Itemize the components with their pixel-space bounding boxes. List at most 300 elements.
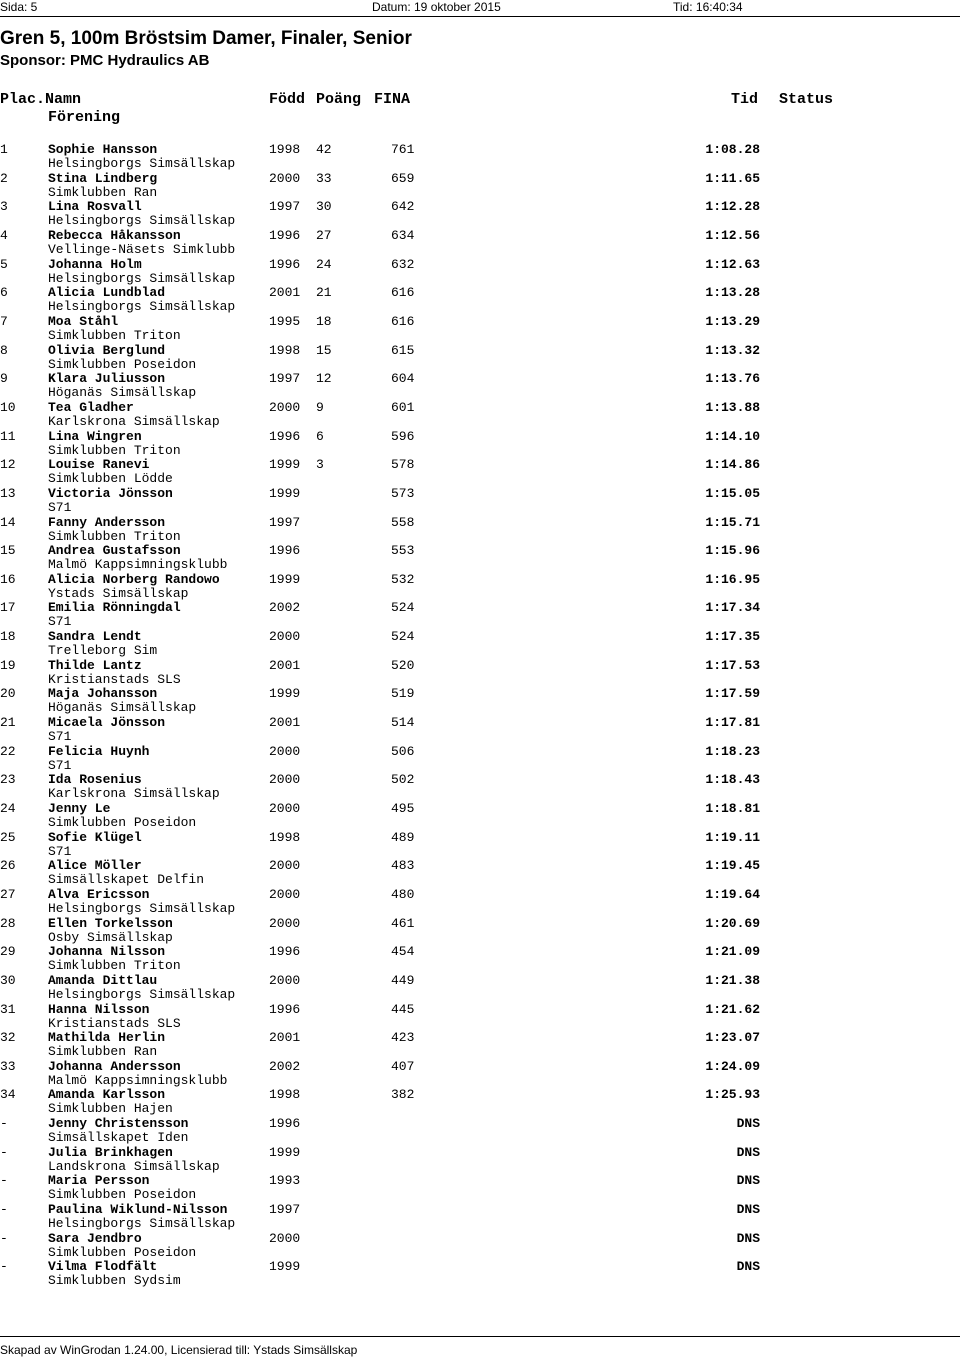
fina-points: 502	[391, 772, 415, 788]
result-row	[0, 516, 960, 544]
result-time: 1:24.09	[705, 1058, 760, 1074]
swimmer-name: Klara Juliusson	[48, 371, 166, 387]
swimmer-name: Amanda Dittlau	[48, 972, 158, 988]
fina-points: 553	[391, 543, 415, 559]
result-place: -	[0, 1144, 8, 1160]
fina-points: 659	[391, 170, 415, 186]
result-row	[0, 315, 960, 343]
fina-points: 573	[391, 485, 415, 501]
result-time: 1:08.28	[705, 142, 760, 157]
fina-points: 483	[391, 858, 415, 874]
fina-points: 519	[391, 686, 415, 702]
fina-points: 461	[391, 915, 415, 931]
result-row	[0, 1174, 960, 1202]
points: 18	[316, 313, 332, 329]
birth-year: 2001	[269, 285, 301, 301]
birth-year: 1997	[269, 199, 301, 215]
fina-points: 495	[391, 800, 415, 816]
club-name: Simsällskapet Iden	[48, 1130, 189, 1146]
print-time: Tid: 16:40:34	[673, 0, 743, 14]
result-time: 1:18.81	[705, 800, 760, 816]
club-name: Simklubben Triton	[48, 958, 181, 974]
swimmer-name: Maja Johansson	[48, 686, 158, 702]
club-name: Kristianstads SLS	[48, 671, 181, 687]
result-time: DNS	[736, 1259, 760, 1275]
page-title: Gren 5, 100m Bröstsim Damer, Finaler, Senior	[0, 28, 412, 49]
result-row	[0, 1260, 960, 1288]
club-name: Kristianstads SLS	[48, 1015, 181, 1031]
club-name: Simklubben Triton	[48, 327, 181, 343]
fina-points: 558	[391, 514, 415, 530]
fina-points: 449	[391, 972, 415, 988]
swimmer-name: Stina Lindberg	[48, 170, 158, 186]
fina-points: 506	[391, 743, 415, 759]
swimmer-name: Louise Ranevi	[48, 457, 150, 473]
result-row	[0, 1003, 960, 1031]
swimmer-name: Sandra Lendt	[48, 629, 142, 644]
fina-points: 423	[391, 1030, 415, 1046]
result-row	[0, 458, 960, 486]
result-time: 1:16.95	[705, 571, 760, 587]
header-divider	[0, 16, 960, 17]
result-place: 13	[0, 485, 16, 501]
result-time: 1:17.53	[705, 657, 760, 673]
result-row	[0, 716, 960, 744]
result-row	[0, 229, 960, 257]
swimmer-name: Thilde Lantz	[48, 657, 142, 673]
result-row	[0, 1232, 960, 1260]
club-name: Simklubben Hajen	[48, 1101, 173, 1117]
birth-year: 1997	[269, 514, 301, 530]
result-time: 1:17.34	[705, 600, 760, 616]
swimmer-name: Andrea Gustafsson	[48, 543, 181, 559]
club-name: Höganäs Simsällskap	[48, 385, 197, 401]
result-row	[0, 1203, 960, 1231]
result-time: 1:21.38	[705, 972, 760, 988]
result-place: 29	[0, 944, 16, 960]
result-row	[0, 1031, 960, 1059]
result-place: 7	[0, 313, 8, 329]
points: 12	[316, 371, 332, 387]
points: 15	[316, 342, 332, 358]
result-place: 15	[0, 543, 16, 559]
result-time: 1:14.10	[705, 428, 760, 444]
result-time: 1:12.28	[705, 199, 760, 215]
result-place: 20	[0, 686, 16, 702]
result-time: DNS	[736, 1230, 760, 1246]
birth-year: 1999	[269, 686, 301, 702]
birth-year: 1995	[269, 313, 301, 329]
club-name: Helsingborgs Simsällskap	[48, 156, 236, 171]
birth-year: 1996	[269, 428, 301, 444]
club-name: Vellinge-Näsets Simklubb	[48, 241, 236, 257]
club-name: Osby Simsällskap	[48, 929, 173, 945]
club-name: S71	[48, 757, 72, 773]
result-time: 1:13.88	[705, 399, 760, 415]
birth-year: 1996	[269, 1001, 301, 1017]
fina-points: 604	[391, 371, 415, 387]
result-place: 33	[0, 1058, 16, 1074]
swimmer-name: Sophie Hansson	[48, 142, 158, 157]
result-place: 10	[0, 399, 16, 415]
swimmer-name: Alicia Norberg Randowo	[48, 571, 220, 587]
birth-year: 1998	[269, 342, 301, 358]
birth-year: 2000	[269, 915, 301, 931]
result-time: 1:19.64	[705, 886, 760, 902]
result-time: 1:21.62	[705, 1001, 760, 1017]
points: 3	[316, 457, 324, 473]
result-time: 1:15.05	[705, 485, 760, 501]
points: 6	[316, 428, 324, 444]
swimmer-name: Mathilda Herlin	[48, 1030, 166, 1046]
result-time: 1:11.65	[705, 170, 760, 186]
column-club: Förening	[48, 109, 121, 126]
result-row	[0, 974, 960, 1002]
result-place: 24	[0, 800, 16, 816]
fina-points: 454	[391, 944, 415, 960]
result-place: 2	[0, 170, 8, 186]
result-place: 14	[0, 514, 16, 530]
club-name: Helsingborgs Simsällskap	[48, 299, 236, 315]
column-status: Status	[779, 91, 834, 108]
fina-points: 532	[391, 571, 415, 587]
column-fina: FINA	[374, 91, 411, 108]
birth-year: 1993	[269, 1173, 301, 1189]
result-place: 8	[0, 342, 8, 358]
fina-points: 524	[391, 600, 415, 616]
result-time: 1:21.09	[705, 944, 760, 960]
column-points: Poäng	[316, 91, 362, 108]
result-row	[0, 687, 960, 715]
club-name: S71	[48, 499, 72, 515]
swimmer-name: Moa Ståhl	[48, 313, 119, 329]
column-place-name: Plac.Namn	[0, 91, 82, 108]
birth-year: 1996	[269, 543, 301, 559]
birth-year: 2001	[269, 1030, 301, 1046]
club-name: Ystads Simsällskap	[48, 585, 189, 601]
birth-year: 2000	[269, 972, 301, 988]
fina-points: 616	[391, 285, 415, 301]
fina-points: 601	[391, 399, 415, 415]
result-place: 12	[0, 457, 16, 473]
result-place: 23	[0, 772, 16, 788]
result-place: -	[0, 1173, 8, 1189]
result-place: -	[0, 1259, 8, 1275]
swimmer-name: Olivia Berglund	[48, 342, 166, 358]
club-name: Höganäs Simsällskap	[48, 700, 197, 716]
swimmer-name: Emilia Rönningdal	[48, 600, 181, 616]
result-time: 1:13.28	[705, 285, 760, 301]
result-place: 5	[0, 256, 8, 272]
sponsor-line: Sponsor: PMC Hydraulics AB	[0, 52, 210, 69]
club-name: Simklubben Triton	[48, 528, 181, 544]
points: 27	[316, 227, 332, 243]
result-time: DNS	[736, 1144, 760, 1160]
points: 24	[316, 256, 332, 272]
result-row	[0, 859, 960, 887]
birth-year: 2001	[269, 657, 301, 673]
birth-year: 1999	[269, 1144, 301, 1160]
club-name: Simklubben Ran	[48, 1044, 158, 1060]
swimmer-name: Tea Gladher	[48, 399, 134, 415]
birth-year: 2001	[269, 715, 301, 730]
birth-year: 1996	[269, 944, 301, 960]
fina-points: 524	[391, 629, 415, 644]
club-name: S71	[48, 614, 72, 630]
result-place: 17	[0, 600, 16, 616]
birth-year: 2000	[269, 399, 301, 415]
swimmer-name: Johanna Holm	[48, 256, 142, 272]
club-name: Simklubben Sydsim	[48, 1273, 181, 1289]
result-time: 1:20.69	[705, 915, 760, 931]
birth-year: 1998	[269, 142, 301, 157]
fina-points: 480	[391, 886, 415, 902]
club-name: Simklubben Poseidon	[48, 1244, 197, 1260]
birth-year: 2000	[269, 800, 301, 816]
birth-year: 1997	[269, 1202, 301, 1217]
fina-points: 514	[391, 715, 415, 730]
result-place: 34	[0, 1087, 16, 1103]
result-place: -	[0, 1116, 8, 1132]
result-place: 26	[0, 858, 16, 874]
swimmer-name: Alva Ericsson	[48, 886, 150, 902]
result-place: 22	[0, 743, 16, 759]
birth-year: 2000	[269, 170, 301, 186]
swimmer-name: Vilma Flodfält	[48, 1259, 158, 1275]
birth-year: 2000	[269, 772, 301, 788]
birth-year: 1996	[269, 256, 301, 272]
result-place: 11	[0, 428, 16, 444]
birth-year: 1998	[269, 829, 301, 845]
fina-points: 616	[391, 313, 415, 329]
fina-points: 578	[391, 457, 415, 473]
result-time: DNS	[736, 1173, 760, 1189]
swimmer-name: Paulina Wiklund-Nilsson	[48, 1202, 228, 1217]
footer-divider	[0, 1336, 960, 1337]
fina-points: 382	[391, 1087, 415, 1103]
club-name: Malmö Kappsimningsklubb	[48, 1072, 228, 1088]
result-time: 1:15.96	[705, 543, 760, 559]
result-place: 19	[0, 657, 16, 673]
swimmer-name: Sofie Klügel	[48, 829, 142, 845]
result-place: 16	[0, 571, 16, 587]
swimmer-name: Hanna Nilsson	[48, 1001, 150, 1017]
column-time: Tid	[731, 91, 759, 108]
print-date: Datum: 19 oktober 2015	[372, 0, 501, 14]
birth-year: 2002	[269, 1058, 301, 1074]
club-name: Helsingborgs Simsällskap	[48, 270, 236, 286]
birth-year: 2000	[269, 629, 301, 644]
result-place: 3	[0, 199, 8, 215]
result-row	[0, 1117, 960, 1145]
result-place: 6	[0, 285, 8, 301]
result-row	[0, 1088, 960, 1116]
birth-year: 2000	[269, 858, 301, 874]
result-time: 1:12.56	[705, 227, 760, 243]
birth-year: 1996	[269, 227, 301, 243]
birth-year: 1999	[269, 485, 301, 501]
result-time: 1:18.23	[705, 743, 760, 759]
swimmer-name: Alice Möller	[48, 858, 142, 874]
result-time: 1:17.59	[705, 686, 760, 702]
result-row	[0, 888, 960, 916]
birth-year: 1998	[269, 1087, 301, 1103]
swimmer-name: Lina Rosvall	[48, 199, 142, 215]
swimmer-name: Maria Persson	[48, 1173, 150, 1189]
result-row	[0, 745, 960, 773]
club-name: S71	[48, 729, 72, 744]
swimmer-name: Johanna Nilsson	[48, 944, 166, 960]
result-time: 1:13.32	[705, 342, 760, 358]
points: 30	[316, 199, 332, 215]
result-row	[0, 401, 960, 429]
swimmer-name: Sara Jendbro	[48, 1230, 142, 1246]
result-row	[0, 630, 960, 658]
points: 21	[316, 285, 332, 301]
result-row	[0, 344, 960, 372]
swimmer-name: Ellen Torkelsson	[48, 915, 173, 931]
result-row	[0, 286, 960, 314]
club-name: Karlskrona Simsällskap	[48, 413, 220, 429]
result-row	[0, 773, 960, 801]
swimmer-name: Rebecca Håkansson	[48, 227, 181, 243]
fina-points: 407	[391, 1058, 415, 1074]
result-row	[0, 659, 960, 687]
birth-year: 2000	[269, 886, 301, 902]
result-time: 1:14.86	[705, 457, 760, 473]
result-time: 1:19.11	[705, 829, 760, 845]
club-name: Simklubben Poseidon	[48, 356, 197, 372]
swimmer-name: Amanda Karlsson	[48, 1087, 166, 1103]
result-row	[0, 372, 960, 400]
club-name: Helsingborgs Simsällskap	[48, 986, 236, 1002]
club-name: Helsingborgs Simsällskap	[48, 900, 236, 916]
points: 33	[316, 170, 332, 186]
result-row	[0, 430, 960, 458]
result-row	[0, 143, 960, 171]
swimmer-name: Julia Brinkhagen	[48, 1144, 173, 1160]
result-place: 21	[0, 715, 16, 730]
result-place: -	[0, 1230, 8, 1246]
swimmer-name: Ida Rosenius	[48, 772, 142, 788]
club-name: Simklubben Poseidon	[48, 1187, 197, 1203]
result-row	[0, 573, 960, 601]
result-time: DNS	[736, 1116, 760, 1132]
result-place: 28	[0, 915, 16, 931]
birth-year: 1999	[269, 1259, 301, 1275]
birth-year: 2002	[269, 600, 301, 616]
swimmer-name: Alicia Lundblad	[48, 285, 166, 301]
page-number: Sida: 5	[0, 0, 38, 14]
result-time: 1:12.63	[705, 256, 760, 272]
fina-points: 632	[391, 256, 415, 272]
result-row	[0, 544, 960, 572]
result-place: 31	[0, 1001, 16, 1017]
result-row	[0, 802, 960, 830]
result-time: 1:18.43	[705, 772, 760, 788]
fina-points: 642	[391, 199, 415, 215]
footer-credit: Skapad av WinGrodan 1.24.00, Licensierad till: Ystads Simsällskap	[0, 1343, 358, 1357]
result-row	[0, 1060, 960, 1088]
swimmer-name: Johanna Andersson	[48, 1058, 181, 1074]
result-row	[0, 487, 960, 515]
club-name: Malmö Kappsimningsklubb	[48, 557, 228, 573]
result-row	[0, 831, 960, 859]
swimmer-name: Lina Wingren	[48, 428, 142, 444]
fina-points: 615	[391, 342, 415, 358]
birth-year: 2000	[269, 1230, 301, 1246]
result-time: 1:23.07	[705, 1030, 760, 1046]
birth-year: 1996	[269, 1116, 301, 1132]
swimmer-name: Felicia Huynh	[48, 743, 150, 759]
result-time: DNS	[736, 1202, 760, 1217]
points: 9	[316, 399, 324, 415]
result-time: 1:13.76	[705, 371, 760, 387]
club-name: Simklubben Poseidon	[48, 814, 197, 830]
club-name: S71	[48, 843, 72, 859]
result-row	[0, 172, 960, 200]
result-time: 1:15.71	[705, 514, 760, 530]
swimmer-name: Jenny Le	[48, 800, 111, 816]
result-place: 1	[0, 142, 8, 157]
club-name: Simklubben Triton	[48, 442, 181, 458]
result-row	[0, 945, 960, 973]
result-place: 18	[0, 629, 16, 644]
column-born: Född	[269, 91, 306, 108]
result-row	[0, 917, 960, 945]
club-name: Landskrona Simsällskap	[48, 1158, 220, 1174]
result-row	[0, 258, 960, 286]
result-place: 25	[0, 829, 16, 845]
fina-points: 445	[391, 1001, 415, 1017]
club-name: Karlskrona Simsällskap	[48, 786, 220, 802]
club-name: Simklubben Lödde	[48, 471, 173, 487]
birth-year: 2000	[269, 743, 301, 759]
result-time: 1:13.29	[705, 313, 760, 329]
result-row	[0, 200, 960, 228]
page-header	[0, 0, 960, 12]
club-name: Trelleborg Sim	[48, 643, 158, 658]
result-row	[0, 601, 960, 629]
fina-points: 489	[391, 829, 415, 845]
birth-year: 1999	[269, 457, 301, 473]
result-time: 1:25.93	[705, 1087, 760, 1103]
fina-points: 761	[391, 142, 415, 157]
birth-year: 1999	[269, 571, 301, 587]
swimmer-name: Victoria Jönsson	[48, 485, 173, 501]
swimmer-name: Micaela Jönsson	[48, 715, 166, 730]
result-place: 32	[0, 1030, 16, 1046]
result-place: 4	[0, 227, 8, 243]
result-row	[0, 1146, 960, 1174]
fina-points: 596	[391, 428, 415, 444]
swimmer-name: Jenny Christensson	[48, 1116, 189, 1132]
result-place: -	[0, 1202, 8, 1217]
club-name: Simsällskapet Delfin	[48, 872, 205, 888]
fina-points: 520	[391, 657, 415, 673]
result-time: 1:17.81	[705, 715, 760, 730]
result-place: 9	[0, 371, 8, 387]
points: 42	[316, 142, 332, 157]
club-name: Simklubben Ran	[48, 184, 158, 200]
swimmer-name: Fanny Andersson	[48, 514, 166, 530]
club-name: Helsingborgs Simsällskap	[48, 213, 236, 229]
birth-year: 1997	[269, 371, 301, 387]
club-name: Helsingborgs Simsällskap	[48, 1216, 236, 1231]
fina-points: 634	[391, 227, 415, 243]
result-time: 1:17.35	[705, 629, 760, 644]
result-place: 27	[0, 886, 16, 902]
